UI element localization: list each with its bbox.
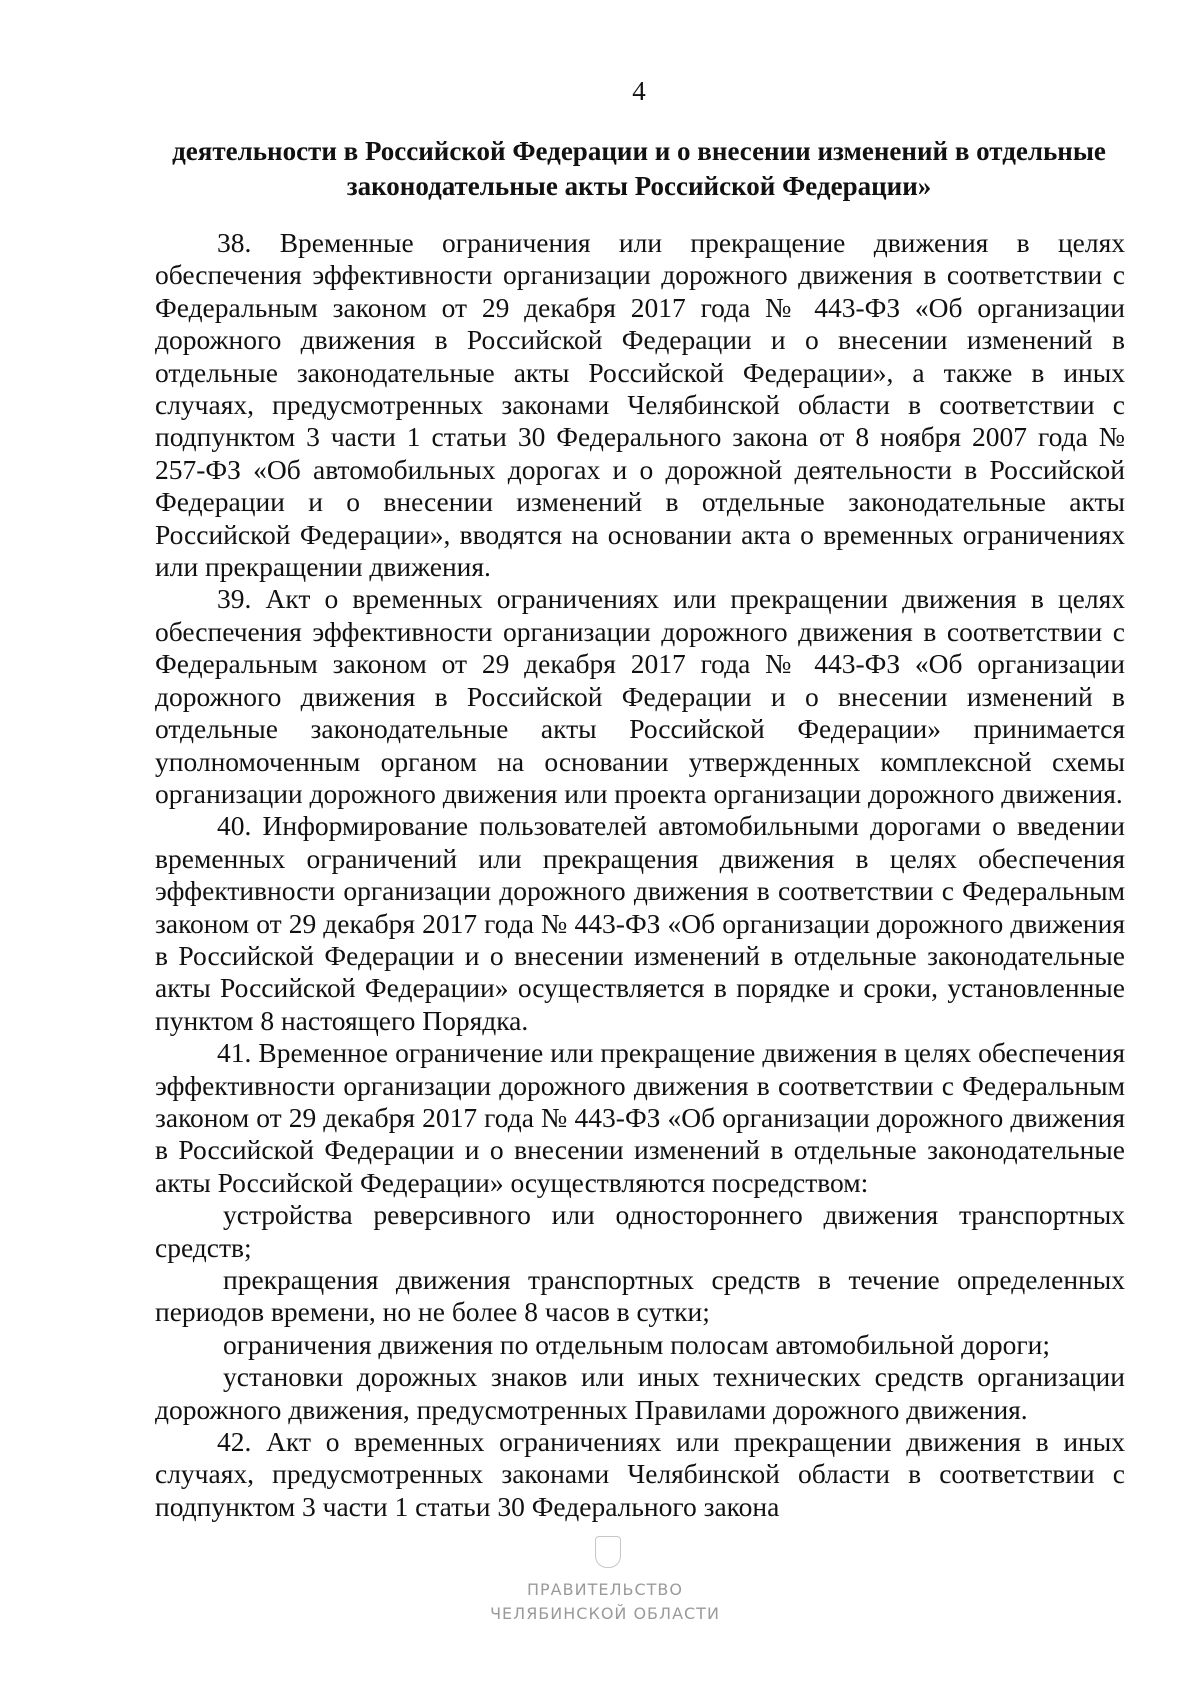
paragraph-41: 41. Временное ограничение или прекращение движения в целях обеспечения эффективности организации дорожного движения в соответствии с Федеральным законом от 29 декабря 2017 года № 443-ФЗ «Об организации дорожного движения в Российской Федерации и о внесении изменений в отдельные законодательные акты Российской Федерации» осуществляются посредством: [155,1037,1125,1198]
paragraph-38: 38. Временные ограничения или прекращение движения в целях обеспечения эффективности организации дорожного движения в соответствии с Федеральным законом от 29 декабря 2017 года № 443-ФЗ «Об организации дорожного движения в Российской Федерации и о внесении изменений в отдельные законодательные акты Российской Федерации», а также в иных случаях, предусмотренных законами Челябинской области в соответствии с подпунктом 3 части 1 статьи 30 Федерального закона от 8 ноября 2007 года № 257-ФЗ «Об автомобильных дорогах и о дорожной деятельности в Российской Федерации и о внесении изменений в отдельные законодательные акты Российской Федерации», вводятся на основании акта о временных ограничениях или прекращении движения. [155,227,1125,583]
page-number: 4 [632,76,646,106]
list-item: прекращения движения транспортных средств в течение определенных периодов времени, но не более 8 часов в сутки; [155,1264,1125,1328]
government-watermark-stamp [455,1536,755,1636]
paragraph-40: 40. Информирование пользователей автомобильными дорогами о введении временных ограничений или прекращения движения в целях обеспечения эффективности организации дорожного движения в соответствии с Федеральным законом от 29 декабря 2017 года № 443-ФЗ «Об организации дорожного движения в Российской Федерации и о внесении изменений в отдельные законодательные акты Российской Федерации» осуществляется в порядке и сроки, установленные пунктом 8 настоящего Порядка. [155,810,1125,1036]
list-item: устройства реверсивного или одностороннего движения транспортных средств; [155,1199,1125,1263]
list-item: установки дорожных знаков или иных технических средств организации дорожного движения, предусмотренных Правилами дорожного движения. [155,1361,1125,1425]
stamp-line-1: ПРАВИТЕЛЬСТВО [527,1580,683,1599]
stamp-line-2: ЧЕЛЯБИНСКОЙ ОБЛАСТИ [490,1604,720,1623]
list-item: ограничения движения по отдельным полосам автомобильной дороги; [223,1328,1050,1360]
section-heading: деятельности в Российской Федерации и о внесении изменений в отдельные законодательные акты Российской Федерации» [172,136,1106,201]
paragraph-39: 39. Акт о временных ограничениях или прекращении движения в целях обеспечения эффективности организации дорожного движения в соответствии с Федеральным законом от 29 декабря 2017 года № 443-ФЗ «Об организации дорожного движения в Российской Федерации и о внесении изменений в отдельные законодательные акты Российской Федерации» принимается уполномоченным органом на основании утвержденных комплексной схемы организации дорожного движения или проекта организации дорожного движения. [155,583,1125,809]
coat-of-arms-icon [595,1536,621,1568]
paragraph-42: 42. Акт о временных ограничениях или прекращении движения в иных случаях, предусмотренных законами Челябинской области в соответствии с подпунктом 3 части 1 статьи 30 Федерального закона [155,1426,1125,1522]
document-body [155,227,1125,1523]
